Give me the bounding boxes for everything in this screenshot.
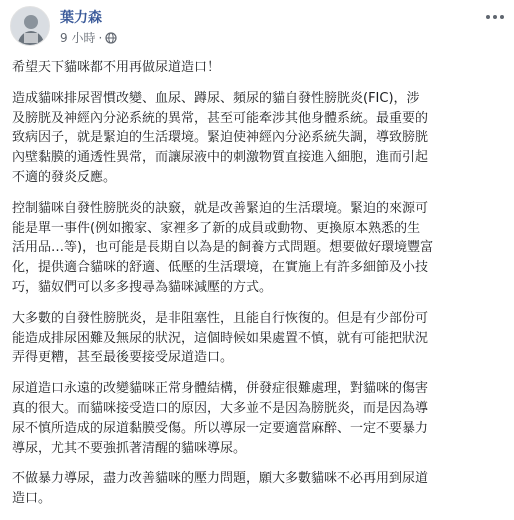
- post-paragraph-4: 大多數的自發性膀胱炎，是非阻塞性，且能自行恢復的。但是有少部份可 能造成排尿困難及無尿的狀況，這個時候如果處置不慎，就有可能把狀況 弄得更糟，甚至最後要接受尿道造口。: [12, 310, 429, 366]
- post-header: [0, 0, 514, 56]
- globe-icon[interactable]: [105, 32, 117, 44]
- post-paragraph-5: 尿道造口永遠的改變貓咪正常身體結構，併發症很難處理，對貓咪的傷害 真的很大。而貓咪接受造口的原因，大多並不是因為膀胱炎，而是因為導 尿不慎所造成的尿道黏膜受傷。所以導尿一定要適當麻醉、一定不要暴力 導尿，尤其不要強抓著清醒的貓咪導尿。: [12, 381, 429, 456]
- post-body: [12, 58, 508, 520]
- avatar-image: [11, 7, 50, 46]
- post-paragraph-2: 造成貓咪排尿習慣改變、血尿、蹲尿、頻尿的貓自發性膀胱炎(FIC)，涉 及膀胱及神經內分泌系統的異常，甚至可能牽涉其他身體系統。最重要的 致病因子，就是緊迫的生活環境。緊迫使神經內分泌系統失調，導致膀胱 內壁黏膜的通透性異常，而讓尿液中的刺激物質直接進入細胞，進而引起 不適的發炎反應。: [12, 90, 429, 185]
- person-avatar-icon[interactable]: [10, 6, 50, 46]
- post-time[interactable]: 9 小時: [60, 31, 96, 45]
- meta-separator: ·: [98, 31, 103, 45]
- post-author[interactable]: 葉力森: [60, 10, 102, 26]
- post-paragraph-3: 控制貓咪自發性膀胱炎的訣竅，就是改善緊迫的生活環境。緊迫的來源可 能是單一事件(例如搬家、家裡多了新的成員或動物、更換原本熟悉的生 活用品…等)，也可能是長期自以為是的飼養方式問題。想要做好環境豐富 化，提供適合貓咪的舒適、低壓的生活環境，在實施上有許多細節及小技 巧，貓奴們可以多多搜尋為貓咪減壓的方式。: [12, 200, 434, 295]
- post-paragraph-6: 不做暴力導尿，盡力改善貓咪的壓力問題，願大多數貓咪不必再用到尿道 造口。: [12, 471, 429, 507]
- more-options-icon[interactable]: [482, 8, 508, 26]
- post-meta: [60, 30, 117, 46]
- post-paragraph-1: 希望天下貓咪都不用再做尿道造口！: [12, 60, 221, 75]
